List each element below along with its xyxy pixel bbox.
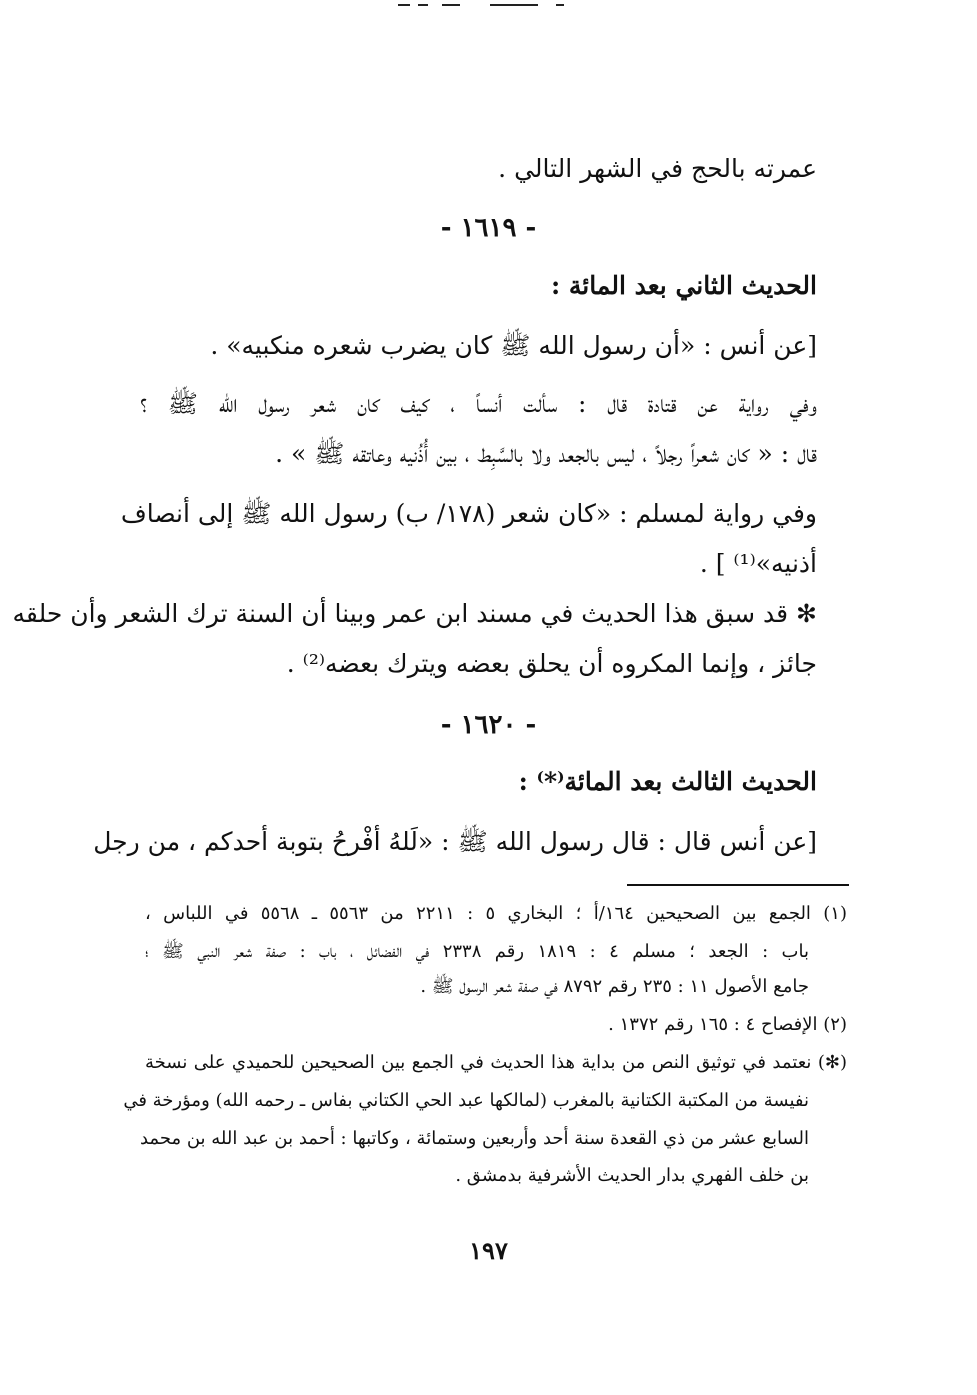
top-scan-mark-3 [442,4,460,6]
top-scan-mark-2 [418,4,428,6]
footnote-1-line-1: (١) الجمع بين الصحيحين ١٦٤/أ ؛ البخاري ٥ : ٢٢١١ من ٥٥٦٣ ـ ٥٥٦٨ في اللباس ، [145,903,847,924]
top-scan-mark-4 [490,4,538,6]
top-scan-mark-5 [556,4,564,6]
footnote-2: (٢) الإفصاح ٤ : ١٦٥ رقم ١٣٧٢ . [608,1014,847,1035]
hadith-heading-2: الحديث الثالث بعد المائة⁽*⁾ : [518,767,817,796]
text-line-02: [عن أنس : «أن رسول الله ﷺ كان يضرب شعره منكبيه» . [210,331,817,360]
hadith-number-1619: - ١٦١٩ - [440,213,537,243]
footnote-3-line-1: (✻) نعتمد في توثيق النص من بداية هذا الحديث في الجمع بين الصحيحين للحميدي على نسخة [145,1052,847,1073]
text-line-08: جائز ، وإنما المكروه أن يحلق بعضه ويترك بعضه⁽²⁾ . [286,649,817,678]
footnote-3-line-2: نفيسة من المكتبة الكتانية بالمغرب (لمالكها عبد الحي الكتاني بفاس ـ رحمه الله) ومؤرخة في [123,1090,809,1111]
text-line-03: وفي رواية عن قتادة قال : سألت أنساً ، كيف كان شعر رسول الله ﷺ ؟ [140,389,817,418]
page-number: ١٩٧ [469,1236,508,1265]
hadith-heading-1: الحديث الثاني بعد المائة : [550,271,817,300]
text-line-06: أذنيه»⁽¹⁾ ] . [699,549,817,578]
hadith-number-1620: - ١٦٢٠ - [440,710,537,740]
text-line-09: [عن أنس قال : قال رسول الله ﷺ : «لَلهُ أفْرحُ بتوبة أحدكم ، من رجل [93,827,817,856]
footnote-3-line-4: بن خلف الفهري بدار الحديث الأشرفية بدمشق . [455,1165,809,1186]
footnote-separator [627,884,849,886]
text-line-05: وفي رواية لمسلم : «كان شعر (١٧٨/ ب) رسول الله ﷺ إلى أنصاف [120,499,817,528]
text-line-07: ✻ قد سبق هذا الحديث في مسند ابن عمر وبينا أن السنة ترك الشعر وأن حلقه [12,599,817,628]
footnote-1-line-2: باب : الجعد ؛ مسلم ٤ : ١٨١٩ رقم ٢٣٣٨ في الفضائل ، باب : صفة شعر النبي ﷺ ؛ [145,941,809,962]
top-scan-mark-1 [398,4,410,6]
text-line-04: قال : « كان شعراً رجلاً ، ليس بالجعد ولا بالسَّبِط ، بين أُذُنيه وعاتقه ﷺ » . [275,439,817,468]
text-line-01: عمرته بالحج في الشهر التالي . [498,154,817,183]
footnote-3-line-3: السابع عشر من ذي القعدة سنة أحد وأربعين وستمائة ، وكاتبها : أحمد بن عبد الله بن محمد [139,1128,809,1149]
footnote-1-line-3: جامع الأصول ١١ : ٢٣٥ رقم ٨٧٩٢ في صفة شعر الرسول ﷺ . [420,976,809,997]
